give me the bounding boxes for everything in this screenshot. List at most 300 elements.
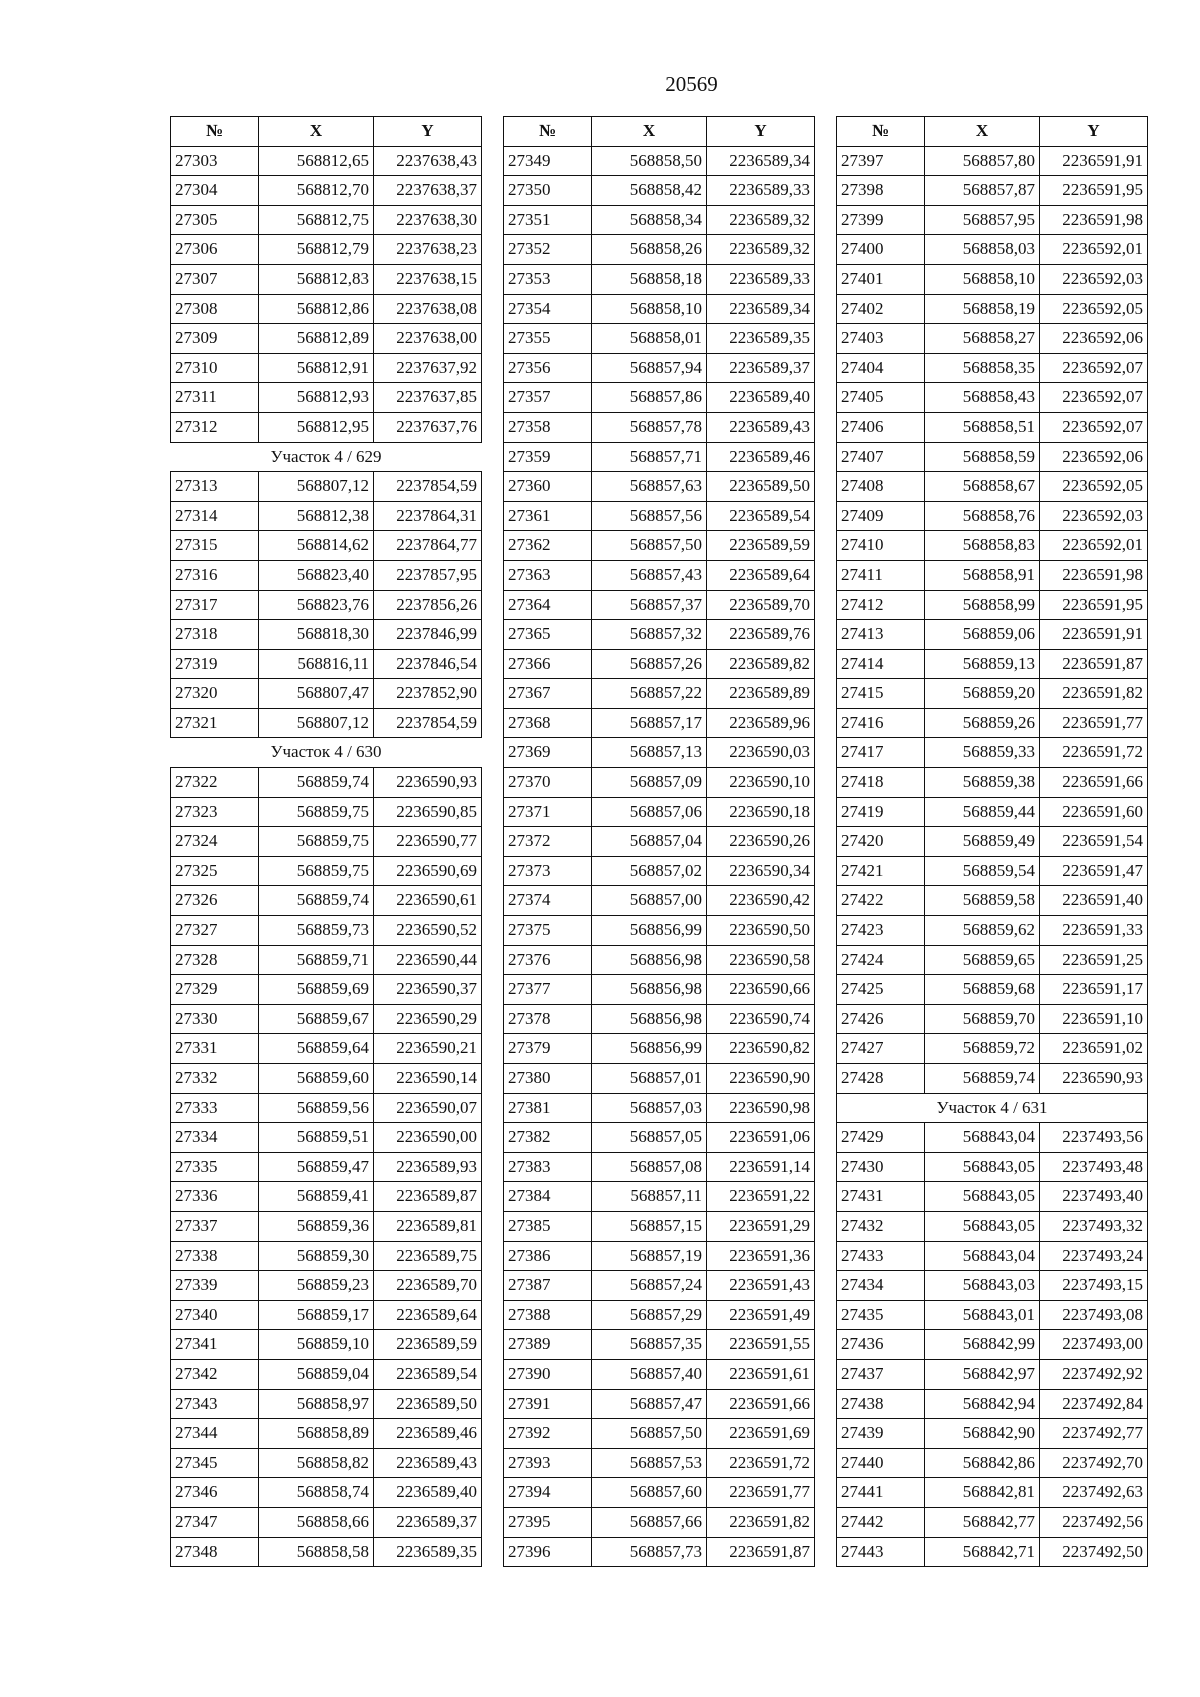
x-value: 568859,30: [259, 1241, 374, 1271]
y-value: 2236591,98: [1040, 560, 1148, 590]
point-number: 27368: [504, 708, 592, 738]
y-value: 2236590,82: [707, 1034, 815, 1064]
table-row: [171, 679, 482, 709]
y-value: 2236591,91: [1040, 620, 1148, 650]
y-value: 2236589,40: [707, 383, 815, 413]
point-number: 27376: [504, 945, 592, 975]
point-number: 27413: [837, 620, 925, 650]
y-value: 2236589,82: [707, 649, 815, 679]
point-number: 27330: [171, 1004, 259, 1034]
point-number: 27331: [171, 1034, 259, 1064]
table-row: [171, 1359, 482, 1389]
table-row: [504, 1448, 815, 1478]
y-value: 2236590,85: [374, 797, 482, 827]
x-value: 568859,64: [259, 1034, 374, 1064]
point-number: 27437: [837, 1359, 925, 1389]
point-number: 27354: [504, 294, 592, 324]
point-number: 27340: [171, 1300, 259, 1330]
table-row: [837, 1537, 1148, 1567]
table-row: [171, 590, 482, 620]
y-value: 2236589,50: [374, 1389, 482, 1419]
table-row: [504, 1152, 815, 1182]
table-row: [837, 975, 1148, 1005]
point-number: 27429: [837, 1123, 925, 1153]
x-value: 568843,03: [925, 1271, 1040, 1301]
y-value: 2236590,03: [707, 738, 815, 768]
header-number: №: [837, 117, 925, 147]
y-value: 2236591,25: [1040, 945, 1148, 975]
x-value: 568843,01: [925, 1300, 1040, 1330]
x-value: 568859,41: [259, 1182, 374, 1212]
x-value: 568858,91: [925, 560, 1040, 590]
table-row: [171, 886, 482, 916]
x-value: 568857,71: [592, 442, 707, 472]
table-row: [837, 383, 1148, 413]
point-number: 27397: [837, 146, 925, 176]
y-value: 2237492,84: [1040, 1389, 1148, 1419]
x-value: 568858,50: [592, 146, 707, 176]
x-value: 568858,74: [259, 1478, 374, 1508]
y-value: 2236590,42: [707, 886, 815, 916]
table-row: [837, 827, 1148, 857]
table-row: [504, 1419, 815, 1449]
table-row: [837, 1123, 1148, 1153]
x-value: 568858,43: [925, 383, 1040, 413]
table-row: [171, 708, 482, 738]
table-row: [504, 827, 815, 857]
table-row: [837, 1330, 1148, 1360]
point-number: 27405: [837, 383, 925, 413]
x-value: 568858,27: [925, 324, 1040, 354]
y-value: 2236589,50: [707, 472, 815, 502]
x-value: 568857,01: [592, 1064, 707, 1094]
x-value: 568859,36: [259, 1211, 374, 1241]
table-row: [837, 1419, 1148, 1449]
y-value: 2236591,43: [707, 1271, 815, 1301]
y-value: 2236589,89: [707, 679, 815, 709]
y-value: 2237493,40: [1040, 1182, 1148, 1212]
point-number: 27387: [504, 1271, 592, 1301]
point-number: 27431: [837, 1182, 925, 1212]
x-value: 568857,35: [592, 1330, 707, 1360]
x-value: 568858,19: [925, 294, 1040, 324]
y-value: 2237638,43: [374, 146, 482, 176]
point-number: 27345: [171, 1448, 259, 1478]
point-number: 27442: [837, 1507, 925, 1537]
table-row: [504, 412, 815, 442]
point-number: 27362: [504, 531, 592, 561]
y-value: 2237852,90: [374, 679, 482, 709]
point-number: 27430: [837, 1152, 925, 1182]
x-value: 568859,13: [925, 649, 1040, 679]
point-number: 27380: [504, 1064, 592, 1094]
y-value: 2237637,85: [374, 383, 482, 413]
x-value: 568858,83: [925, 531, 1040, 561]
point-number: 27323: [171, 797, 259, 827]
point-number: 27384: [504, 1182, 592, 1212]
y-value: 2236589,35: [374, 1537, 482, 1567]
header-row: [504, 117, 815, 147]
x-value: 568858,34: [592, 205, 707, 235]
table-row: [504, 590, 815, 620]
point-number: 27337: [171, 1211, 259, 1241]
y-value: 2237637,76: [374, 412, 482, 442]
point-number: 27408: [837, 472, 925, 502]
x-value: 568842,81: [925, 1478, 1040, 1508]
y-value: 2236589,70: [374, 1271, 482, 1301]
table-row: [504, 472, 815, 502]
table-row: [504, 1389, 815, 1419]
x-value: 568812,65: [259, 146, 374, 176]
point-number: 27389: [504, 1330, 592, 1360]
point-number: 27314: [171, 501, 259, 531]
table-row: [504, 916, 815, 946]
y-value: 2237493,32: [1040, 1211, 1148, 1241]
point-number: 27403: [837, 324, 925, 354]
table-row: [171, 1507, 482, 1537]
table-row: [171, 383, 482, 413]
point-number: 27422: [837, 886, 925, 916]
point-number: 27417: [837, 738, 925, 768]
table-row: [504, 620, 815, 650]
point-number: 27412: [837, 590, 925, 620]
y-value: 2236591,02: [1040, 1034, 1148, 1064]
point-number: 27367: [504, 679, 592, 709]
x-value: 568812,91: [259, 353, 374, 383]
x-value: 568842,71: [925, 1537, 1040, 1567]
x-value: 568842,77: [925, 1507, 1040, 1537]
table-row: [504, 294, 815, 324]
y-value: 2237492,50: [1040, 1537, 1148, 1567]
x-value: 568816,11: [259, 649, 374, 679]
x-value: 568856,98: [592, 945, 707, 975]
y-value: 2236589,32: [707, 205, 815, 235]
table-row: [504, 235, 815, 265]
x-value: 568859,71: [259, 945, 374, 975]
point-number: 27390: [504, 1359, 592, 1389]
x-value: 568843,05: [925, 1182, 1040, 1212]
table-row: [171, 975, 482, 1005]
table-row: [837, 649, 1148, 679]
table-row: [837, 708, 1148, 738]
table-row: [171, 797, 482, 827]
point-number: 27322: [171, 768, 259, 798]
x-value: 568859,10: [259, 1330, 374, 1360]
y-value: 2237492,63: [1040, 1478, 1148, 1508]
y-value: 2236591,72: [1040, 738, 1148, 768]
point-number: 27441: [837, 1478, 925, 1508]
table-row: [504, 442, 815, 472]
table-row: [171, 945, 482, 975]
point-number: 27361: [504, 501, 592, 531]
point-number: 27411: [837, 560, 925, 590]
table-row: [171, 1330, 482, 1360]
y-value: 2236590,07: [374, 1093, 482, 1123]
point-number: 27394: [504, 1478, 592, 1508]
y-value: 2236591,66: [707, 1389, 815, 1419]
point-number: 27404: [837, 353, 925, 383]
table-row: [504, 856, 815, 886]
x-value: 568812,89: [259, 324, 374, 354]
table-row: [171, 649, 482, 679]
x-value: 568857,86: [592, 383, 707, 413]
table-row: [837, 1211, 1148, 1241]
x-value: 568857,37: [592, 590, 707, 620]
point-number: 27432: [837, 1211, 925, 1241]
x-value: 568843,04: [925, 1241, 1040, 1271]
table-row: [504, 768, 815, 798]
y-value: 2236589,46: [707, 442, 815, 472]
table-row: [837, 560, 1148, 590]
x-value: 568857,06: [592, 797, 707, 827]
x-value: 568857,80: [925, 146, 1040, 176]
table-row: [504, 679, 815, 709]
y-value: 2236591,33: [1040, 916, 1148, 946]
point-number: 27310: [171, 353, 259, 383]
point-number: 27379: [504, 1034, 592, 1064]
point-number: 27312: [171, 412, 259, 442]
point-number: 27365: [504, 620, 592, 650]
x-value: 568857,73: [592, 1537, 707, 1567]
y-value: 2236592,06: [1040, 324, 1148, 354]
y-value: 2237492,77: [1040, 1419, 1148, 1449]
header-y: Y: [1040, 117, 1148, 147]
point-number: 27315: [171, 531, 259, 561]
x-value: 568857,87: [925, 176, 1040, 206]
x-value: 568858,76: [925, 501, 1040, 531]
x-value: 568858,01: [592, 324, 707, 354]
y-value: 2237638,00: [374, 324, 482, 354]
x-value: 568859,72: [925, 1034, 1040, 1064]
table-row: [504, 1211, 815, 1241]
x-value: 568857,63: [592, 472, 707, 502]
point-number: 27373: [504, 856, 592, 886]
table-row: [171, 264, 482, 294]
point-number: 27353: [504, 264, 592, 294]
table-row: [837, 768, 1148, 798]
x-value: 568807,12: [259, 708, 374, 738]
table-row: [171, 1448, 482, 1478]
y-value: 2236590,77: [374, 827, 482, 857]
x-value: 568859,17: [259, 1300, 374, 1330]
point-number: 27334: [171, 1123, 259, 1153]
y-value: 2236589,59: [707, 531, 815, 561]
y-value: 2236592,05: [1040, 294, 1148, 324]
x-value: 568859,75: [259, 856, 374, 886]
x-value: 568859,74: [259, 886, 374, 916]
x-value: 568858,51: [925, 412, 1040, 442]
x-value: 568857,13: [592, 738, 707, 768]
point-number: 27419: [837, 797, 925, 827]
table-row: [171, 205, 482, 235]
point-number: 27425: [837, 975, 925, 1005]
y-value: 2236592,06: [1040, 442, 1148, 472]
point-number: 27324: [171, 827, 259, 857]
y-value: 2236591,22: [707, 1182, 815, 1212]
y-value: 2236590,10: [707, 768, 815, 798]
y-value: 2237493,24: [1040, 1241, 1148, 1271]
point-number: 27342: [171, 1359, 259, 1389]
section-row: [171, 442, 482, 472]
y-value: 2237493,48: [1040, 1152, 1148, 1182]
x-value: 568858,10: [592, 294, 707, 324]
section-row: [837, 1093, 1148, 1123]
table-row: [171, 560, 482, 590]
table-row: [171, 1152, 482, 1182]
point-number: 27339: [171, 1271, 259, 1301]
x-value: 568858,67: [925, 472, 1040, 502]
y-value: 2236589,32: [707, 235, 815, 265]
point-number: 27359: [504, 442, 592, 472]
point-number: 27433: [837, 1241, 925, 1271]
table-row: [837, 205, 1148, 235]
point-number: 27358: [504, 412, 592, 442]
x-value: 568859,65: [925, 945, 1040, 975]
y-value: 2236592,03: [1040, 501, 1148, 531]
point-number: 27383: [504, 1152, 592, 1182]
x-value: 568823,76: [259, 590, 374, 620]
y-value: 2236591,60: [1040, 797, 1148, 827]
x-value: 568842,94: [925, 1389, 1040, 1419]
point-number: 27392: [504, 1419, 592, 1449]
point-number: 27386: [504, 1241, 592, 1271]
table-row: [171, 1389, 482, 1419]
table-row: [837, 1241, 1148, 1271]
y-value: 2236589,43: [374, 1448, 482, 1478]
table-row: [837, 264, 1148, 294]
point-number: 27352: [504, 235, 592, 265]
table-row: [504, 383, 815, 413]
y-value: 2236589,37: [374, 1507, 482, 1537]
x-value: 568858,42: [592, 176, 707, 206]
x-value: 568859,47: [259, 1152, 374, 1182]
table-row: [504, 146, 815, 176]
x-value: 568857,08: [592, 1152, 707, 1182]
x-value: 568843,05: [925, 1152, 1040, 1182]
x-value: 568858,66: [259, 1507, 374, 1537]
y-value: 2236591,72: [707, 1448, 815, 1478]
x-value: 568859,70: [925, 1004, 1040, 1034]
y-value: 2236589,34: [707, 294, 815, 324]
x-value: 568812,70: [259, 176, 374, 206]
y-value: 2236592,07: [1040, 353, 1148, 383]
table-row: [504, 797, 815, 827]
table-row: [504, 1004, 815, 1034]
y-value: 2236590,18: [707, 797, 815, 827]
point-number: 27415: [837, 679, 925, 709]
x-value: 568857,19: [592, 1241, 707, 1271]
y-value: 2236591,87: [1040, 649, 1148, 679]
y-value: 2236590,66: [707, 975, 815, 1005]
table-row: [171, 353, 482, 383]
point-number: 27320: [171, 679, 259, 709]
y-value: 2236591,17: [1040, 975, 1148, 1005]
point-number: 27409: [837, 501, 925, 531]
table-row: [504, 353, 815, 383]
x-value: 568842,90: [925, 1419, 1040, 1449]
table-row: [171, 1478, 482, 1508]
point-number: 27363: [504, 560, 592, 590]
x-value: 568859,74: [925, 1064, 1040, 1094]
point-number: 27371: [504, 797, 592, 827]
table-row: [504, 649, 815, 679]
point-number: 27350: [504, 176, 592, 206]
point-number: 27309: [171, 324, 259, 354]
table-row: [504, 1271, 815, 1301]
point-number: 27327: [171, 916, 259, 946]
point-number: 27332: [171, 1064, 259, 1094]
y-value: 2236591,82: [1040, 679, 1148, 709]
y-value: 2236592,03: [1040, 264, 1148, 294]
x-value: 568859,75: [259, 797, 374, 827]
point-number: 27370: [504, 768, 592, 798]
y-value: 2237492,70: [1040, 1448, 1148, 1478]
point-number: 27319: [171, 649, 259, 679]
x-value: 568814,62: [259, 531, 374, 561]
x-value: 568859,06: [925, 620, 1040, 650]
header-row: [837, 117, 1148, 147]
x-value: 568859,49: [925, 827, 1040, 857]
section-title: Участок 4 / 630: [171, 738, 482, 768]
x-value: 568859,69: [259, 975, 374, 1005]
table-row: [171, 324, 482, 354]
point-number: 27385: [504, 1211, 592, 1241]
table-row: [171, 1300, 482, 1330]
table-row: [504, 1182, 815, 1212]
y-value: 2237857,95: [374, 560, 482, 590]
y-value: 2237493,08: [1040, 1300, 1148, 1330]
y-value: 2236590,26: [707, 827, 815, 857]
point-number: 27378: [504, 1004, 592, 1034]
table-row: [504, 1507, 815, 1537]
y-value: 2236589,33: [707, 176, 815, 206]
point-number: 27416: [837, 708, 925, 738]
point-number: 27349: [504, 146, 592, 176]
table-row: [837, 1359, 1148, 1389]
table-row: [504, 708, 815, 738]
x-value: 568812,79: [259, 235, 374, 265]
table-row: [504, 1478, 815, 1508]
table-row: [171, 472, 482, 502]
point-number: 27304: [171, 176, 259, 206]
header-x: X: [592, 117, 707, 147]
table-row: [837, 353, 1148, 383]
table-row: [837, 176, 1148, 206]
x-value: 568823,40: [259, 560, 374, 590]
table-row: [171, 1093, 482, 1123]
y-value: 2236591,29: [707, 1211, 815, 1241]
y-value: 2236589,40: [374, 1478, 482, 1508]
table-row: [837, 472, 1148, 502]
y-value: 2236589,70: [707, 590, 815, 620]
x-value: 568859,74: [259, 768, 374, 798]
table-row: [504, 738, 815, 768]
table-row: [171, 1064, 482, 1094]
table-row: [837, 916, 1148, 946]
y-value: 2236590,74: [707, 1004, 815, 1034]
x-value: 568857,15: [592, 1211, 707, 1241]
point-number: 27424: [837, 945, 925, 975]
y-value: 2237493,56: [1040, 1123, 1148, 1153]
point-number: 27406: [837, 412, 925, 442]
x-value: 568812,38: [259, 501, 374, 531]
x-value: 568859,60: [259, 1064, 374, 1094]
x-value: 568859,04: [259, 1359, 374, 1389]
y-value: 2236590,34: [707, 856, 815, 886]
x-value: 568859,75: [259, 827, 374, 857]
point-number: 27436: [837, 1330, 925, 1360]
y-value: 2236589,93: [374, 1152, 482, 1182]
